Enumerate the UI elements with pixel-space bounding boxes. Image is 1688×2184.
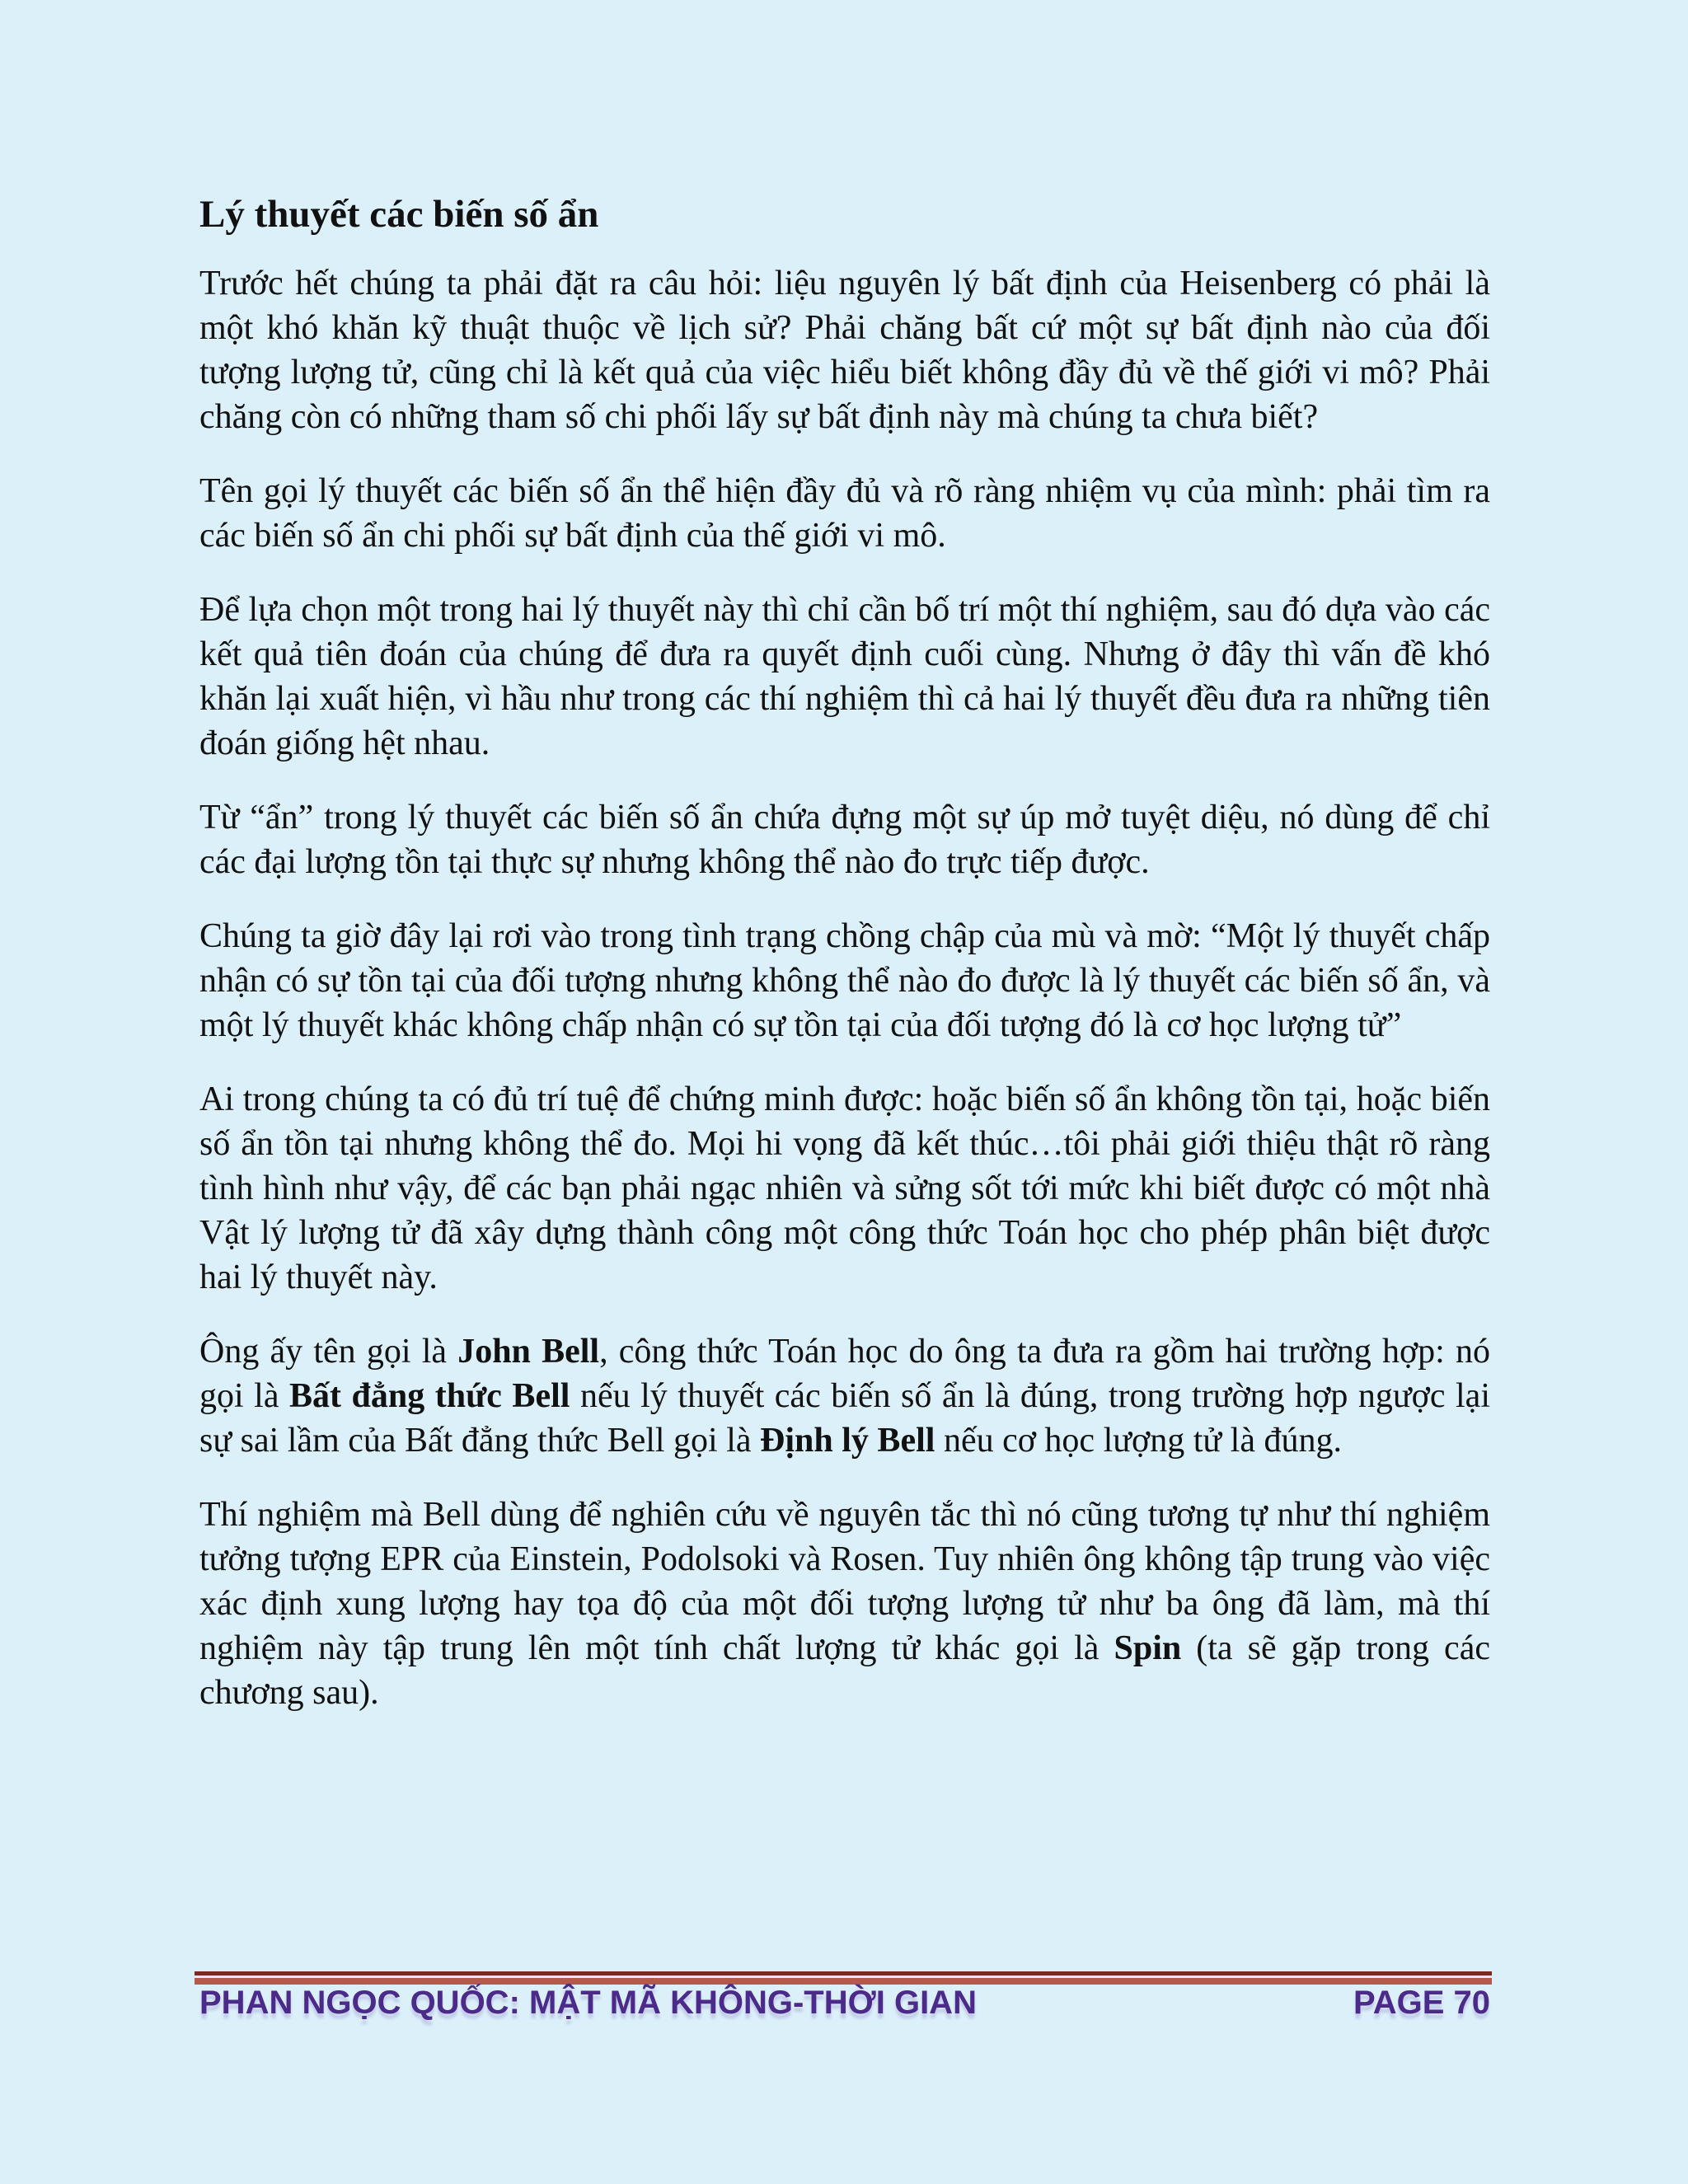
- bold-term: Spin: [1114, 1629, 1182, 1668]
- text-run: nếu lý thuyết các biến số ẩn là đúng, trong trường hợp ngược lại sự sai lầm của Bất đẳng thức Bell gọi là: [199, 1377, 1490, 1460]
- text-run: nếu cơ học lượng tử là đúng.: [935, 1422, 1342, 1460]
- paragraph: [199, 1077, 1490, 1300]
- page-footer: [199, 1985, 1490, 2022]
- paragraph: [199, 261, 1490, 439]
- footer-title: PHAN NGỌC QUỐC: MẬT MÃ KHÔNG-THỜI GIAN: [199, 1985, 977, 2021]
- footer-divider: [195, 1971, 1492, 1978]
- paragraph: [199, 914, 1490, 1047]
- paragraph: [199, 588, 1490, 766]
- paragraph: [199, 1329, 1490, 1463]
- text-run: Trước hết chúng ta phải đặt ra câu hỏi: liệu nguyên lý bất định của Heisenberg có phải là một khó khăn kỹ thuật thuộc về lịch sử? Phải chăng bất cứ một sự bất định nào của đối tượng lượng tử, cũng chỉ là kết quả của việc hiểu biết không đầy đủ về thế giới vi mô? Phải chăng còn có những tham số chi phối lấy sự bất định này mà chúng ta chưa biết?: [199, 265, 1490, 437]
- text-run: Chúng ta giờ đây lại rơi vào trong tình trạng chồng chập của mù và mờ: “Một lý thuyết chấp nhận có sự tồn tại của đối tượng nhưng không thể nào đo được là lý thuyết các biến số ẩn, và một lý thuyết khác không chấp nhận có sự tồn tại của đối tượng đó là cơ học lượng tử”: [199, 917, 1490, 1045]
- section-heading: Lý thuyết các biến số ẩn: [199, 193, 599, 236]
- text-run: Ai trong chúng ta có đủ trí tuệ để chứng minh được: hoặc biến số ẩn không tồn tại, hoặc biến số ẩn tồn tại nhưng không thể đo. Mọi hi vọng đã kết thúc…tôi phải giới thiệu thật rõ ràng tình hình như vậy, để các bạn phải ngạc nhiên và sửng sốt tới mức khi biết được có một nhà Vật lý lượng tử đã xây dựng thành công một công thức Toán học cho phép phân biệt được hai lý thuyết này.: [199, 1080, 1490, 1297]
- bold-term: Bất đẳng thức Bell: [289, 1377, 570, 1416]
- text-run: Từ “ẩn” trong lý thuyết các biến số ẩn chứa đựng một sự úp mở tuyệt diệu, nó dùng để chỉ các đại lượng tồn tại thực sự nhưng không thể nào đo trực tiếp được.: [199, 799, 1490, 882]
- page-body: [199, 190, 1490, 1745]
- text-run: (ta sẽ gặp trong các chương sau).: [199, 1629, 1490, 1713]
- paragraphs: [199, 261, 1490, 1715]
- text-run: Thí nghiệm mà Bell dùng để nghiên cứu về nguyên tắc thì nó cũng tương tự như thí nghiệm tưởng tượng EPR của Einstein, Podolsoki và Rosen. Tuy nhiên ông không tập trung vào việc xác định xung lượng hay tọa độ của một đối tượng lượng tử như ba ông đã làm, mà thí nghiệm này tập trung lên một tính chất lượng tử khác gọi là: [199, 1496, 1490, 1668]
- text-run: , công thức Toán học do ông ta đưa ra gồm hai trường hợp: nó gọi là: [199, 1333, 1491, 1416]
- text-run: Ông ấy tên gọi là: [199, 1333, 458, 1371]
- bold-term: Định lý Bell: [760, 1422, 935, 1460]
- bold-term: John Bell: [457, 1333, 600, 1371]
- text-run: Tên gọi lý thuyết các biến số ẩn thể hiện đầy đủ và rõ ràng nhiệm vụ của mình: phải tìm ra các biến số ẩn chi phối sự bất định của thế giới vi mô.: [199, 472, 1490, 555]
- text-run: Để lựa chọn một trong hai lý thuyết này thì chỉ cần bố trí một thí nghiệm, sau đó dựa vào các kết quả tiên đoán của chúng để đưa ra quyết định cuối cùng. Nhưng ở đây thì vấn đề khó khăn lại xuất hiện, vì hầu như trong các thí nghiệm thì cả hai lý thuyết đều đưa ra những tiên đoán giống hệt nhau.: [199, 591, 1490, 763]
- page-number: PAGE 70: [1353, 1985, 1490, 2021]
- paragraph: [199, 795, 1490, 884]
- paragraph: [199, 1493, 1490, 1715]
- paragraph: [199, 469, 1490, 558]
